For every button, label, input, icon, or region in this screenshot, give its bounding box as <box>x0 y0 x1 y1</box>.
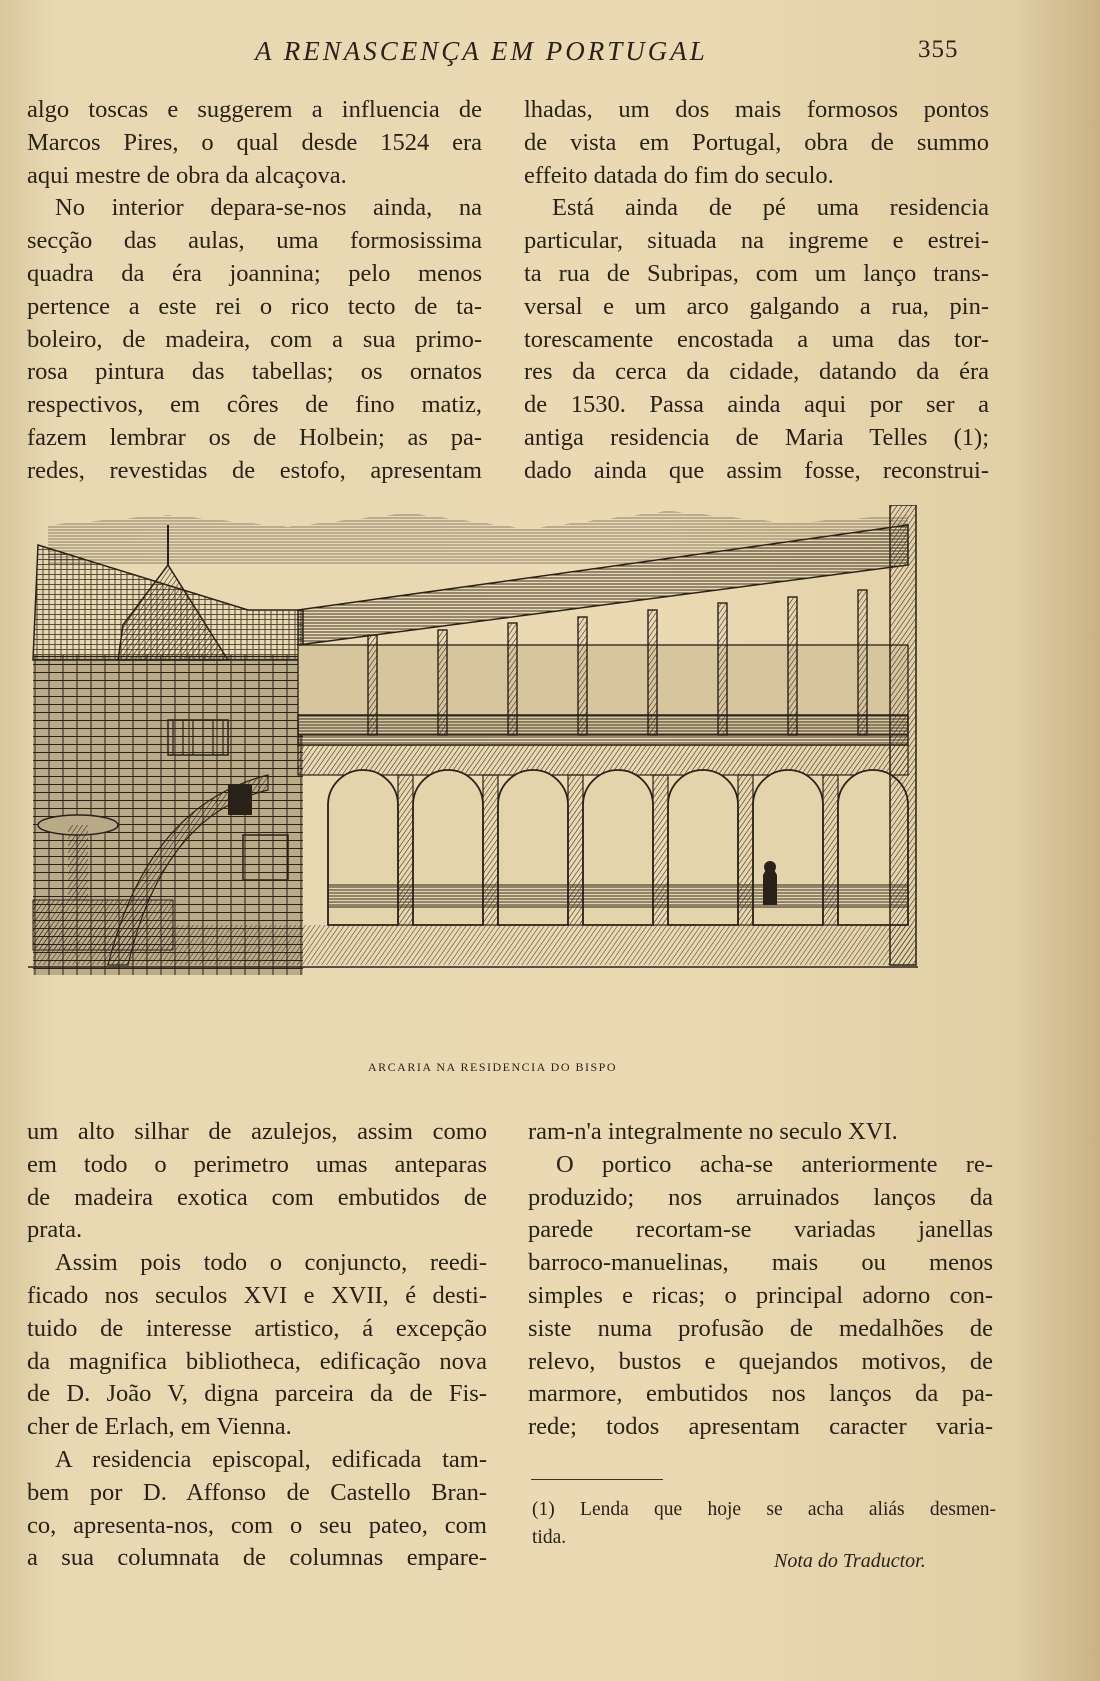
caption-text: ARCARIA NA RESIDENCIA DO BISPO <box>367 1060 618 1074</box>
text-line: rosa pintura das tabellas; os ornatos <box>27 358 482 386</box>
text-line: Assim pois todo o conjuncto, reedi- <box>55 1249 487 1277</box>
text-line: bem por D. Affonso de Castello Bran- <box>27 1478 487 1506</box>
text-line: um alto silhar de azulejos, assim como <box>27 1118 487 1145</box>
text-line: dado ainda que assim fosse, reconstrui- <box>524 456 989 484</box>
text-line: antiga residencia de Maria Telles (1); <box>524 423 989 451</box>
text-line: prata. <box>27 1216 83 1244</box>
text-line: respectivos, em côres de fino matiz, <box>27 391 482 419</box>
text-line: secção das aulas, uma formosissima <box>27 227 482 255</box>
text-column-top-right <box>524 94 989 488</box>
text-line: pertence a este rei o rico tecto de ta- <box>27 292 482 320</box>
footnote <box>532 1496 996 1552</box>
text-column-bottom-left <box>27 1116 487 1575</box>
text-line: de 1530. Passa ainda aqui por ser a <box>524 391 989 419</box>
text-line: fazem lembrar os de Holbein; as pa- <box>27 423 482 451</box>
text-line: Está ainda de pé uma residencia <box>552 194 989 222</box>
running-head-title: A RENASCENÇA EM PORTUGAL <box>255 36 708 66</box>
footnote-signature: Nota do Traductor. <box>774 1550 926 1572</box>
text-line: boleiro, de madeira, com a sua primo- <box>27 325 482 353</box>
text-line: Marcos Pires, o qual desde 1524 era <box>27 128 482 156</box>
text-line: particular, situada na ingreme e estrei- <box>524 227 989 255</box>
text-line: rede; todos apresentam caracter varia- <box>528 1413 993 1441</box>
text-line: torescamente encostada a uma das tor- <box>524 325 989 353</box>
text-line: effeito datada do fim do seculo. <box>524 161 834 189</box>
text-line: parede recortam-se variadas janellas <box>528 1216 993 1244</box>
text-line: de madeira exotica com embutidos de <box>27 1183 487 1211</box>
text-line: ram-n'a integralmente no seculo XVI. <box>528 1118 898 1145</box>
footnote-divider <box>531 1479 663 1480</box>
text-line: a sua columnata de columnas empare- <box>27 1544 487 1572</box>
footnote-line: tida. <box>532 1527 567 1548</box>
footnote-line: (1) Lenda que hoje se acha aliás desmen- <box>532 1499 996 1520</box>
text-line: res da cerca da cidade, datando da éra <box>524 358 989 386</box>
text-line: co, apresenta-nos, com o seu pateo, com <box>27 1511 487 1539</box>
illustration-caption <box>0 1060 1100 1075</box>
text-line: barroco-manuelinas, mais ou menos <box>528 1249 993 1277</box>
text-line: lhadas, um dos mais formosos pontos <box>524 96 989 123</box>
text-column-top-left <box>27 94 482 488</box>
arcade-engraving <box>28 505 978 1045</box>
text-line: redes, revestidas de estofo, apresentam <box>27 456 482 484</box>
text-line: cher de Erlach, em Vienna. <box>27 1413 292 1441</box>
text-line: A residencia episcopal, edificada tam- <box>55 1445 487 1473</box>
text-line: tuido de interesse artistico, á excepção <box>27 1314 487 1342</box>
text-line: de D. João V, digna parceira da de Fis- <box>27 1380 487 1408</box>
text-line: aqui mestre de obra da alcaçova. <box>27 161 347 189</box>
text-column-bottom-right <box>528 1116 993 1444</box>
text-line: ficado nos seculos XVI e XVII, é desti- <box>27 1281 487 1309</box>
text-line: relevo, bustos e quejandos motivos, de <box>528 1347 993 1375</box>
page-number: 355 <box>918 36 959 63</box>
text-line: marmore, embutidos nos lanços da pa- <box>528 1380 993 1408</box>
text-line: da magnifica bibliotheca, edificação nova <box>27 1347 487 1375</box>
text-line: em todo o perimetro umas anteparas <box>27 1150 487 1178</box>
text-line: simples e ricas; o principal adorno con- <box>528 1281 993 1309</box>
text-line: versal e um arco galgando a rua, pin- <box>524 292 989 320</box>
text-line: de vista em Portugal, obra de summo <box>524 128 989 156</box>
text-line: quadra da éra joannina; pelo menos <box>27 259 482 287</box>
text-line: No interior depara-se-nos ainda, na <box>55 194 482 222</box>
text-line: ta rua de Subripas, com um lanço trans- <box>524 259 989 287</box>
text-line: O portico acha-se anteriormente re- <box>556 1150 993 1178</box>
text-line: siste numa profusão de medalhões de <box>528 1314 993 1342</box>
text-line: produzido; nos arruinados lanços da <box>528 1183 993 1211</box>
text-line: algo toscas e suggerem a influencia de <box>27 96 482 123</box>
